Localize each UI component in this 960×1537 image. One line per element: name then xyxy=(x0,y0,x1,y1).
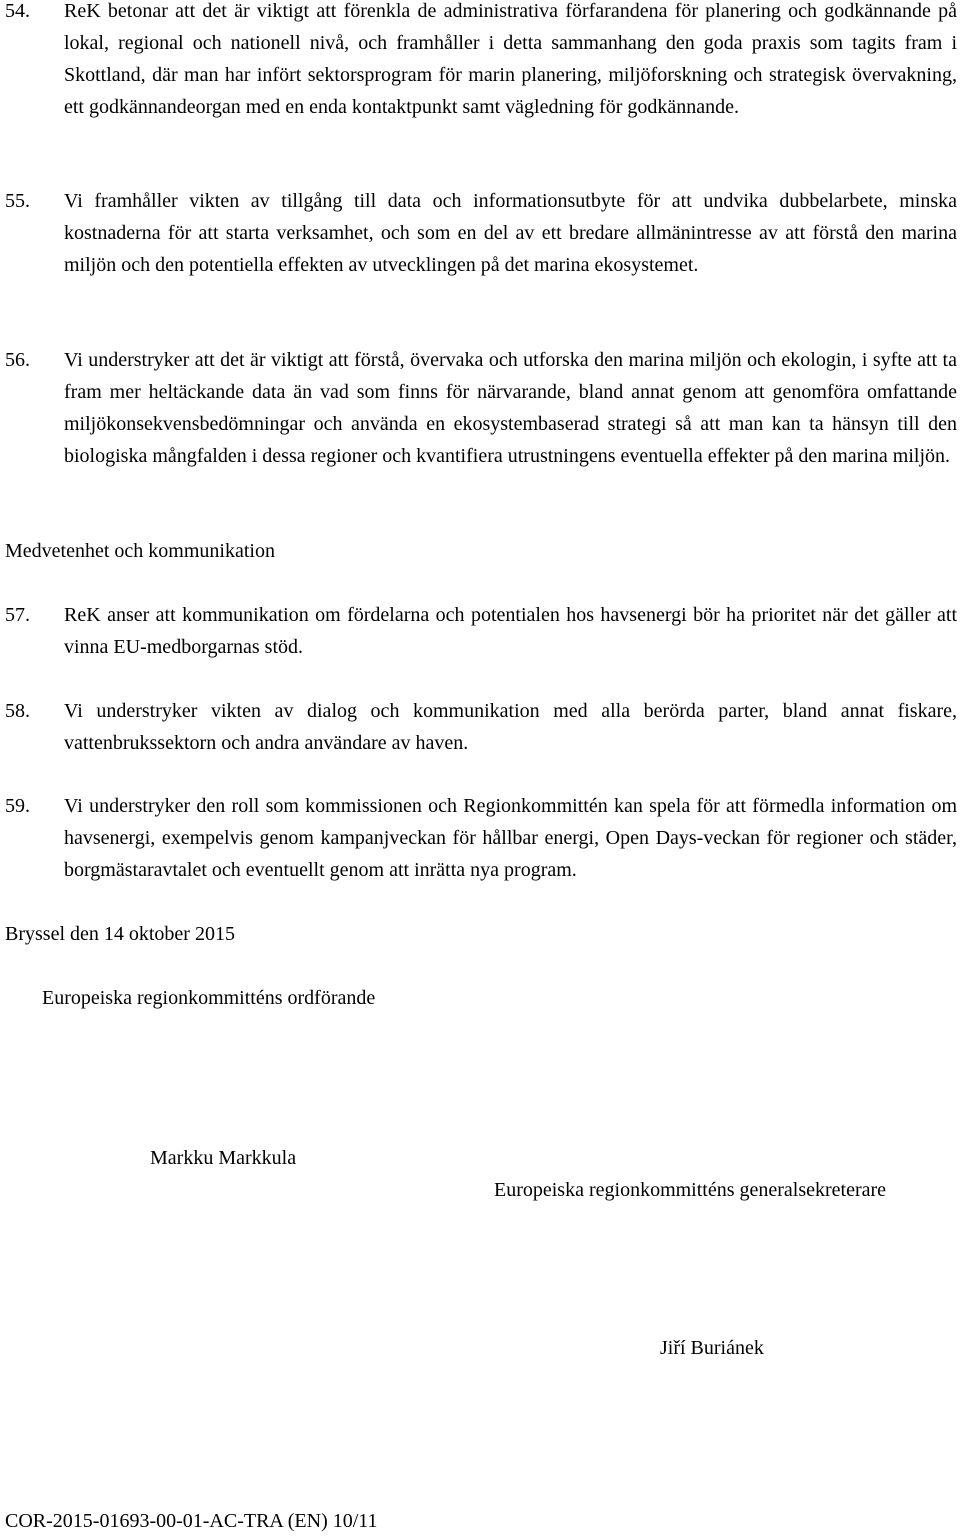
president-title: Europeiska regionkommitténs ordförande xyxy=(42,987,376,1009)
paragraph-54 xyxy=(5,0,957,123)
paragraph-text: ReK betonar att det är viktigt att förenkla de administrativa förfarandena för planering och godkännande på lokal, regional och nationell nivå, och framhåller i detta sammanhang den goda praxis som tagits fram i Skottland, där man har infört sektorsprogram för marin planering, miljöforskning och strategisk övervakning, ett godkännandeorgan med en enda kontaktpunkt samt vägledning för godkännande. xyxy=(64,0,957,118)
paragraph-text: Vi understryker att det är viktigt att förstå, övervaka och utforska den marina miljön och ekologin, i syfte att ta fram mer heltäckande data än vad som finns för närvarande, bland annat genom att genomföra omfattande miljökonsekvensbedömningar och använda en ekosystembaserad strategi så att man kan ta hänsyn till den biologiska mångfalden i dessa regioner och kvantifiera utrustningens eventuella effekter på den marina miljön. xyxy=(64,349,957,467)
paragraph-number: 58. xyxy=(5,700,30,722)
secretary-name: Jiří Buriánek xyxy=(660,1337,764,1359)
section-heading: Medvetenhet och kommunikation xyxy=(5,540,275,562)
paragraph-number: 57. xyxy=(5,604,30,626)
place-date: Bryssel den 14 oktober 2015 xyxy=(5,923,235,945)
paragraph-57 xyxy=(5,599,957,663)
paragraph-number: 55. xyxy=(5,190,30,212)
paragraph-text: Vi understryker vikten av dialog och kommunikation med alla berörda parter, bland annat fiskare, vattenbrukssektorn och andra användare av haven. xyxy=(64,700,957,754)
document-footer: COR-2015-01693-00-01-AC-TRA (EN) 10/11 xyxy=(5,1510,378,1532)
paragraph-text: Vi understryker den roll som kommissionen och Regionkommittén kan spela för att förmedla information om havsenergi, exempelvis genom kampanjveckan för hållbar energi, Open Days-veckan för regioner och städer, borgmästaravtalet och eventuellt genom att inrätta nya program. xyxy=(64,795,957,881)
paragraph-text: ReK anser att kommunikation om fördelarna och potentialen hos havsenergi bör ha prioritet när det gäller att vinna EU-medborgarnas stöd. xyxy=(64,604,957,658)
paragraph-text: Vi framhåller vikten av tillgång till data och informationsutbyte för att undvika dubbelarbete, minska kostnaderna för att starta verksamhet, och som en del av ett bredare allmänintresse av att förstå den marina miljön och den potentiella effekten av utvecklingen på det marina ekosystemet. xyxy=(64,190,957,276)
paragraph-number: 54. xyxy=(5,0,30,22)
paragraph-58 xyxy=(5,695,957,759)
paragraph-number: 59. xyxy=(5,795,30,817)
paragraph-56 xyxy=(5,344,957,472)
paragraph-number: 56. xyxy=(5,349,30,371)
paragraph-55 xyxy=(5,185,957,281)
secretary-title: Europeiska regionkommitténs generalsekreterare xyxy=(494,1179,887,1201)
paragraph-59 xyxy=(5,790,957,886)
president-name: Markku Markkula xyxy=(150,1147,297,1169)
